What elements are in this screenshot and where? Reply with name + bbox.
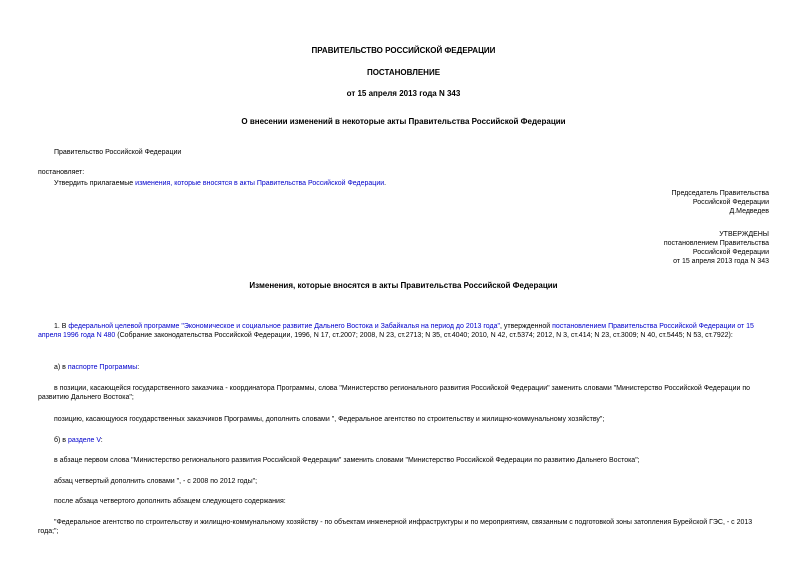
changes-title: Изменения, которые вносятся в акты Правительства Российской Федерации [249,281,558,290]
government-heading: ПРАВИТЕЛЬСТВО РОССИЙСКОЙ ФЕДЕРАЦИИ [311,46,496,55]
item-1-paragraph [38,322,768,340]
item-1-suffix: (Собрание законодательства Российской Федерации, 1996, N 17, ст.2007; 2008, N 23, ст.2713; N 35, ст.4040; 2010, N 42, ст.5374; 2012, N 3, ст.414; N 23, ст.3009; N 40, ст.5445; N 53, ст.7922): [115,332,733,339]
approve-prefix: Утвердить прилагаемые [54,180,136,187]
document-date-number: от 15 апреля 2013 года N 343 [346,89,461,98]
approved-line-1: УТВЕРЖДЕНЫ [719,231,769,238]
signature-line-2: Российской Федерации [692,199,769,206]
approve-suffix: . [384,180,387,187]
approved-block [664,230,769,266]
item-a-text-2: позицию, касающуюся государственных заказчиков Программы, дополнить словами ", Федеральное агентство по строительству и жилищно-коммунальному хозяйству"; [54,416,605,423]
preamble-approve [54,179,386,188]
item-1-mid: , утвержденной [499,323,553,330]
document-type: ПОСТАНОВЛЕНИЕ [366,68,441,77]
item-a-prefix: а) в [54,364,68,371]
signature-block [672,189,769,216]
item-a-suffix: : [137,364,140,371]
item-b-text-3: после абзаца четвертого дополнить абзацем следующего содержания: [54,498,286,505]
approved-line-3: Российской Федерации [692,249,769,256]
item-1-prefix: 1. В [54,323,69,330]
item-b-text-2: абзац четвертый дополнить словами ", - с 2008 по 2012 годы"; [54,478,258,485]
section-v-link[interactable]: разделе V [67,437,101,444]
item-b-heading [54,436,103,445]
preamble-decides: постановляет: [38,169,85,176]
item-a-heading [54,363,139,372]
item-b-suffix: : [100,437,103,444]
signature-line-1: Председатель Правительства [671,190,769,197]
program-passport-link[interactable]: паспорте Программы [67,364,138,371]
approved-line-4: от 15 апреля 2013 года N 343 [673,258,769,265]
document-title: О внесении изменений в некоторые акты Правительства Российской Федерации [241,117,566,126]
program-link[interactable]: федеральной целевой программе "Экономическое и социальное развитие Дальнего Востока и Забайкалья на период до 2013 года" [68,323,500,330]
changes-link[interactable]: изменения, которые вносятся в акты Правительства Российской Федерации [135,180,385,187]
item-b-text-4: "Федеральное агентство по строительству и жилищно-коммунальному хозяйству - по объектам инженерной инфраструктуры и по мероприятиям, связанным с подготовкой зоны затопления Бурейской ГЭС, - с 2013 года;"; [38,519,753,535]
preamble-government: Правительство Российской Федерации [54,149,182,156]
signature-line-3: Д.Медведев [729,208,769,215]
approved-line-2: постановлением Правительства [663,240,769,247]
item-b-text-1: в абзаце первом слова "Министерство регионального развития Российской Федерации" заменить словами "Министерство Российской Федерации по развитию Дальнего Востока"; [54,457,640,464]
item-a-text-1: в позиции, касающейся государственного заказчика - координатора Программы, слова "Министерство регионального развития Российской Федерации" заменить словами "Министерство Российской Федерации по развитию Дальнего Востока"; [38,385,751,401]
resolution-480-link[interactable]: постановлением Правительства Российской Федерации от 15 апреля 1996 года N 480 [38,323,754,339]
item-b-prefix: б) в [54,437,68,444]
